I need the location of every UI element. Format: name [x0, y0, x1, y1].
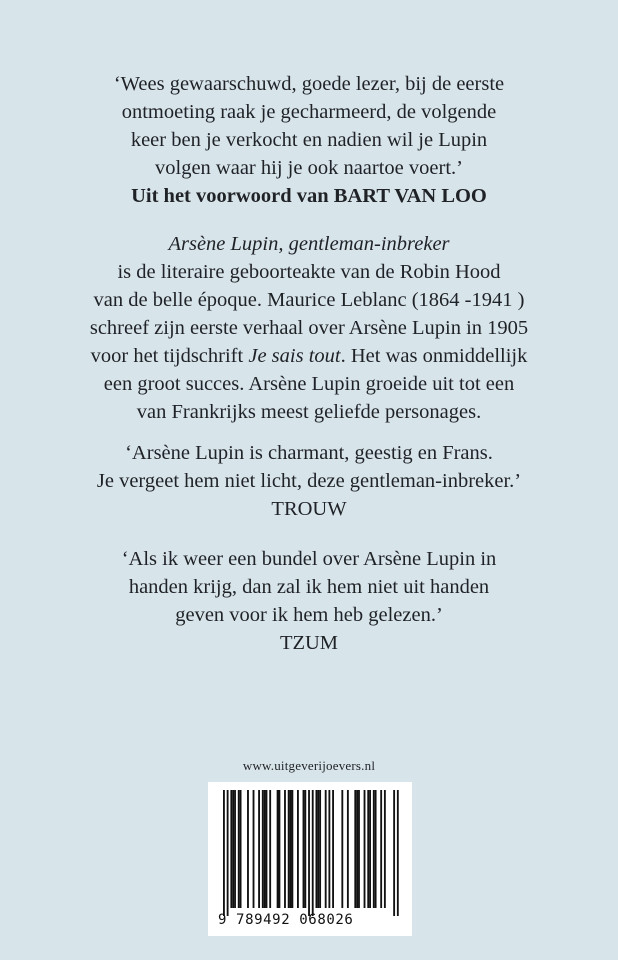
barcode-bar — [375, 790, 377, 908]
barcode-bar — [264, 790, 266, 908]
barcode-bar — [266, 790, 268, 908]
review-line: geven voor ik hem heb gelezen.’ — [175, 604, 443, 626]
review-line: ‘Als ik weer een bundel over Arsène Lupin in — [121, 548, 497, 570]
review-line: handen krijg, dan zal ik hem niet uit handen — [128, 576, 490, 598]
description-line — [0, 342, 618, 370]
barcode-bar — [227, 790, 229, 916]
barcode-bar — [332, 790, 334, 908]
barcode-bar — [325, 790, 327, 908]
isbn-number: 9 789492 068026 — [218, 912, 354, 928]
barcode-bar — [291, 790, 293, 908]
barcode-bar — [358, 790, 360, 908]
barcode-bar — [367, 790, 369, 908]
opening-quote — [0, 70, 618, 210]
barcode-bar — [328, 790, 330, 908]
barcode-bar — [380, 790, 382, 908]
barcode-bar — [240, 790, 242, 908]
barcode-bar — [393, 790, 395, 916]
quote-attribution: Uit het voorwoord van BART VAN LOO — [131, 185, 487, 207]
barcode-bar — [316, 790, 318, 908]
description-text: . Het was onmiddellijk — [340, 345, 528, 367]
quote-line: keer ben je verkocht en nadien wil je Lupin — [130, 129, 488, 151]
barcode-bar — [230, 790, 232, 908]
barcode-bar — [223, 790, 225, 916]
barcode-bar — [312, 790, 314, 916]
barcode-bar — [238, 790, 240, 908]
review-trouw — [0, 439, 618, 523]
barcode-bar — [277, 790, 279, 908]
isbn-barcode — [210, 784, 410, 934]
barcode-bar — [364, 790, 366, 908]
magazine-title: Je sais tout — [248, 345, 341, 367]
quote-line: volgen waar hij je ook naartoe voert.’ — [155, 157, 463, 179]
quote-line: ‘Wees gewaarschuwd, goede lezer, bij de eerste — [113, 73, 505, 95]
barcode-bar — [356, 790, 358, 908]
quote-line: ontmoeting raak je gecharmeerd, de volgende — [121, 101, 497, 123]
barcode-bar — [279, 790, 281, 908]
barcode-bar — [288, 790, 290, 908]
barcode-bar — [354, 790, 356, 908]
barcode-bar — [384, 790, 386, 908]
description-line: is de literaire geboorteakte van de Robin Hood — [117, 261, 501, 283]
book-title: Arsène Lupin, gentleman-inbreker — [168, 233, 450, 255]
review-line: ‘Arsène Lupin is charmant, geestig en Frans. — [125, 442, 493, 464]
barcode-bar — [347, 790, 349, 908]
review-line: Je vergeet hem niet licht, deze gentleman-inbreker.’ — [96, 470, 522, 492]
publisher-website: www.uitgeverijoevers.nl — [242, 758, 376, 773]
barcode-bar — [373, 790, 375, 908]
barcode-bar — [308, 790, 310, 916]
description-line: schreef zijn eerste verhaal over Arsène Lupin in 1905 — [89, 317, 529, 339]
description-line: van Frankrijks meest geliefde personages. — [136, 401, 482, 423]
barcode-bar — [258, 790, 260, 908]
barcode-bar — [232, 790, 234, 908]
barcode-bar — [290, 790, 292, 908]
barcode-bar — [247, 790, 249, 908]
review-source: TROUW — [271, 498, 347, 520]
barcode-bar — [369, 790, 371, 908]
description-line: een groot succes. Arsène Lupin groeide uit tot een — [103, 373, 515, 395]
barcode-bar — [304, 790, 306, 908]
barcode-bar — [253, 790, 255, 908]
barcode-bar — [284, 790, 286, 908]
barcode-bar — [341, 790, 343, 908]
barcode-bar — [397, 790, 399, 916]
barcode-bar — [262, 790, 264, 908]
barcode-bar — [297, 790, 299, 908]
review-tzum — [0, 545, 618, 657]
barcode-bar — [303, 790, 305, 908]
barcode-bar — [319, 790, 321, 908]
book-description — [0, 230, 618, 426]
barcode-bar — [269, 790, 271, 908]
barcode-bar — [234, 790, 236, 908]
review-source: TZUM — [279, 632, 339, 654]
description-text: voor het tijdschrift — [90, 345, 249, 367]
description-line: van de belle époque. Maurice Leblanc (1864 -1941 ) — [93, 289, 525, 311]
barcode-bar — [317, 790, 319, 908]
